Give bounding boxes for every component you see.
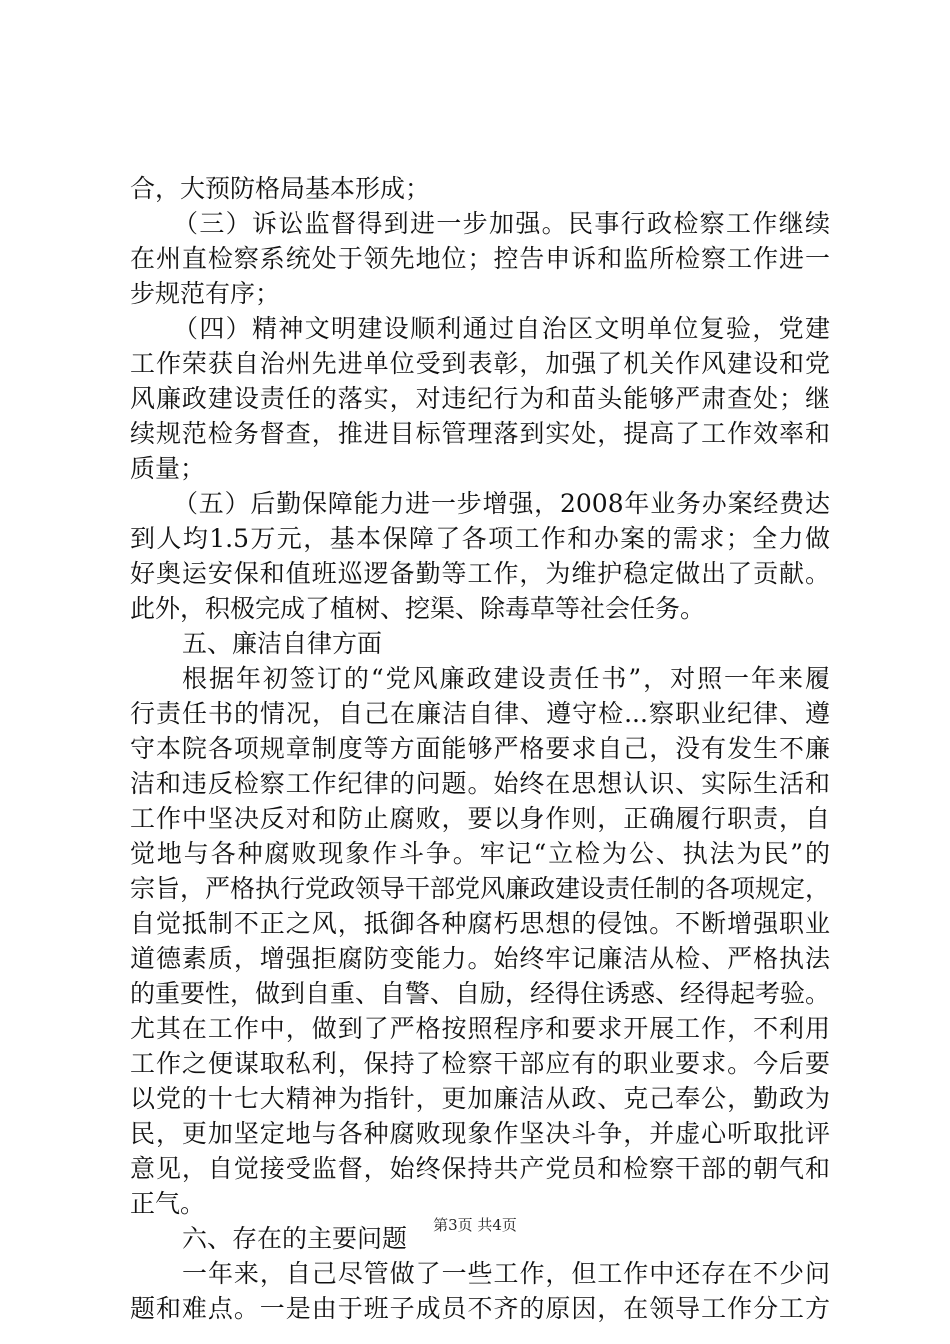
text-line: 根据年初签订的“党风廉政建设责任书”，对照一年来履 — [182, 664, 830, 693]
text-line: 以党的十七大精神为指针，更加廉洁从政、克己奉公，勤政为 — [130, 1084, 830, 1113]
text-line: 合，大预防格局基本形成； — [130, 174, 431, 203]
text-line: 工作之便谋取私利，保持了检察干部应有的职业要求。今后要 — [130, 1049, 830, 1078]
text-line: 此外，积极完成了植树、挖渠、除毒草等社会任务。 — [130, 594, 706, 623]
text-line: 风廉政建设责任的落实，对违纪行为和苗头能够严肃查处；继 — [130, 384, 830, 413]
text-line: 宗旨，严格执行党政领导干部党风廉政建设责任制的各项规定， — [130, 874, 830, 903]
text-line: 尤其在工作中，做到了严格按照程序和要求开展工作，不利用 — [130, 1014, 830, 1043]
text-line: 自觉抵制不正之风，抵御各种腐朽思想的侵蚀。不断增强职业 — [130, 909, 830, 938]
text-line: 六、存在的主要问题 — [182, 1224, 408, 1253]
text-line: 的重要性，做到自重、自警、自励，经得住诱惑、经得起考验。 — [130, 979, 830, 1008]
text-line: 民，更加坚定地与各种腐败现象作坚决斗争，并虚心听取批评 — [130, 1119, 830, 1148]
text-line: 五、廉洁自律方面 — [182, 629, 383, 658]
text-line: 洁和违反检察工作纪律的问题。始终在思想认识、实际生活和 — [130, 769, 830, 798]
text-line: （三）诉讼监督得到进一步加强。民事行政检察工作继续 — [173, 209, 830, 238]
text-line: 意见，自觉接受监督，始终保持共产党员和检察干部的朝气和 — [130, 1154, 830, 1183]
text-line: （五）后勤保障能力进一步增强，2008年业务办案经费达 — [173, 489, 830, 518]
text-line: （四）精神文明建设顺利通过自治区文明单位复验，党建 — [173, 314, 830, 343]
text-line: 到人均1.5万元，基本保障了各项工作和办案的需求；全力做 — [130, 524, 830, 553]
text-line: 正气。 — [130, 1189, 206, 1218]
text-line: 在州直检察系统处于领先地位；控告申诉和监所检察工作进一 — [130, 244, 830, 273]
text-line: 工作中坚决反对和防止腐败，要以身作则，正确履行职责，自 — [130, 804, 830, 833]
text-line: 道德素质，增强拒腐防变能力。始终牢记廉洁从检、严格执法 — [130, 944, 830, 973]
text-line: 守本院各项规章制度等方面能够严格要求自己，没有发生不廉 — [130, 734, 830, 763]
text-line: 觉地与各种腐败现象作斗争。牢记“立检为公、执法为民”的 — [130, 839, 830, 868]
text-line: 步规范有序； — [130, 279, 281, 308]
text-line: 工作荣获自治州先进单位受到表彰，加强了机关作风建设和党 — [130, 349, 830, 378]
text-line: 续规范检务督查，推进目标管理落到实处，提高了工作效率和 — [130, 419, 830, 448]
text-line: 行责任书的情况，自己在廉洁自律、遵守检...察职业纪律、遵 — [130, 699, 830, 728]
text-line: 一年来，自己尽管做了一些工作，但工作中还存在不少问 — [182, 1259, 830, 1288]
text-line: 质量； — [130, 454, 206, 483]
text-line: 好奥运安保和值班巡逻备勤等工作，为维护稳定做出了贡献。 — [130, 559, 830, 588]
page-footer: 第3页 共4页 — [433, 1216, 517, 1234]
document-body — [130, 171, 830, 1326]
text-line: 题和难点。一是由于班子成员不齐的原因，在领导工作分工方 — [130, 1294, 830, 1323]
